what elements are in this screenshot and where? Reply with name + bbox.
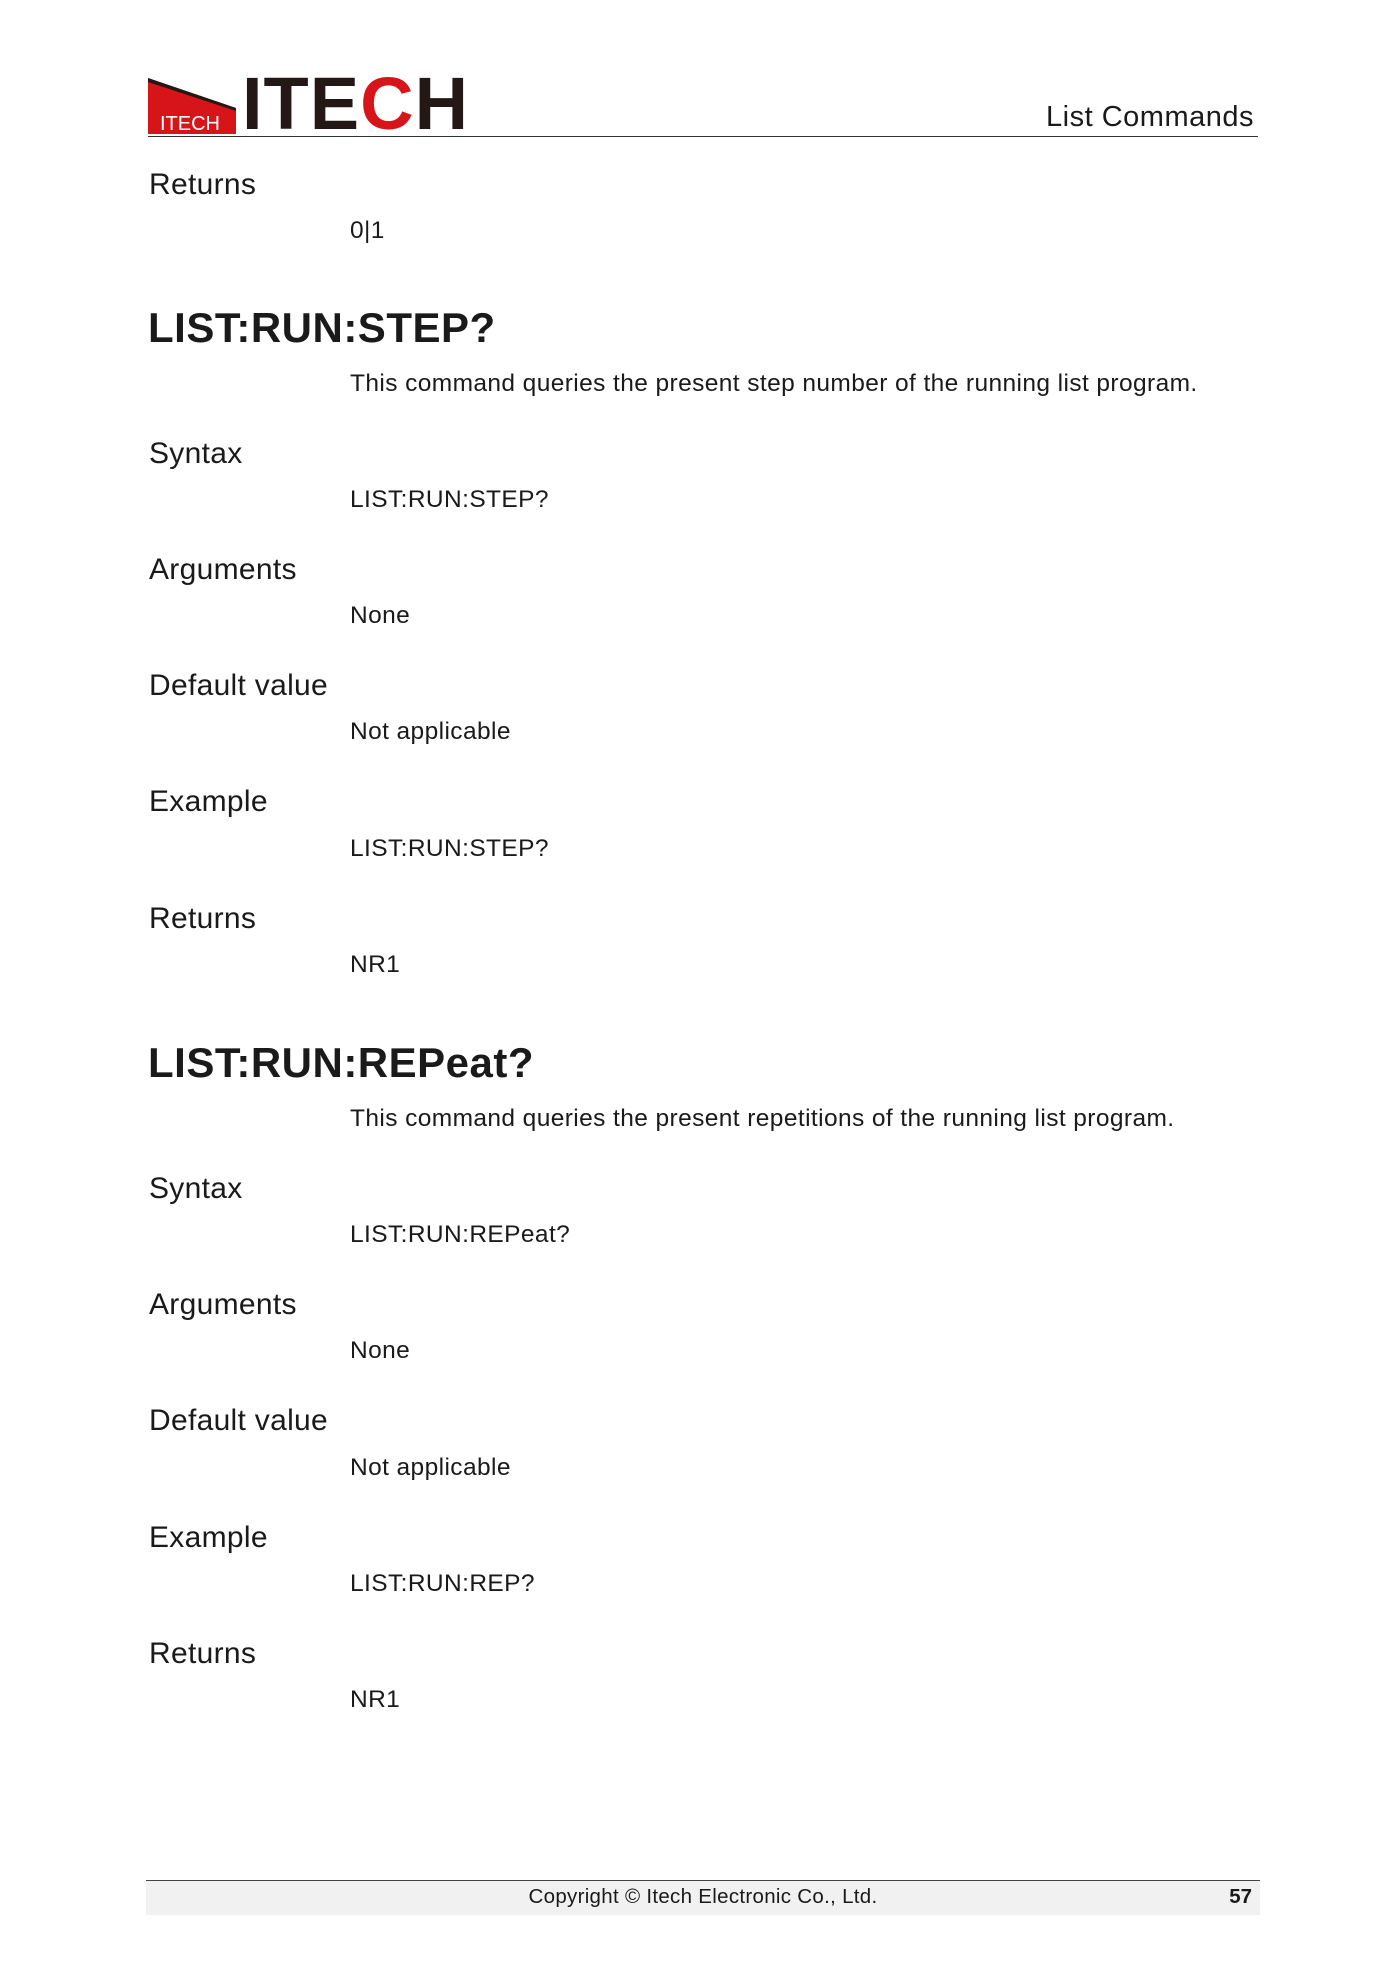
example-label: Example [149, 785, 268, 818]
logo-small-text: ITECH [160, 113, 220, 134]
arguments-value: None [350, 1337, 411, 1364]
arguments-label: Arguments [149, 1288, 297, 1321]
default-value: Not applicable [350, 1454, 511, 1481]
command-heading: LIST:RUN:REPeat? [148, 1039, 535, 1086]
logo-wordmark-left: ITE [242, 62, 361, 145]
page-footer [146, 1880, 1260, 1915]
logo-wordmark-right: H [414, 62, 470, 145]
command-description: This command queries the present step number of the running list program. [350, 370, 1198, 397]
command-heading: LIST:RUN:STEP? [148, 304, 496, 351]
copyright-text: Copyright © Itech Electronic Co., Ltd. [528, 1885, 878, 1908]
example-label: Example [149, 1521, 268, 1554]
logo-mark-icon [148, 78, 236, 134]
arguments-value: None [350, 602, 411, 629]
arguments-label: Arguments [149, 553, 297, 586]
example-value: LIST:RUN:REP? [350, 1570, 535, 1597]
syntax-label: Syntax [149, 1172, 243, 1205]
example-value: LIST:RUN:STEP? [350, 835, 549, 862]
default-value-label: Default value [149, 669, 329, 702]
returns-label: Returns [149, 1637, 257, 1670]
page-number: 57 [1229, 1885, 1252, 1908]
returns-value: NR1 [350, 1686, 401, 1713]
syntax-label: Syntax [149, 437, 243, 470]
default-value-label: Default value [149, 1404, 329, 1437]
section-title: List Commands [1046, 101, 1254, 133]
page-header [148, 62, 1258, 145]
returns-value: NR1 [350, 951, 401, 978]
command-description: This command queries the present repetitions of the running list program. [350, 1105, 1175, 1132]
syntax-value: LIST:RUN:STEP? [350, 486, 549, 513]
default-value: Not applicable [350, 718, 511, 745]
syntax-value: LIST:RUN:REPeat? [350, 1221, 571, 1248]
returns-label: Returns [149, 902, 257, 935]
returns-value: 0|1 [350, 217, 385, 244]
logo-wordmark [242, 62, 470, 145]
logo-wordmark-c: C [360, 62, 415, 145]
returns-label: Returns [149, 168, 257, 201]
itech-logo [148, 62, 470, 145]
